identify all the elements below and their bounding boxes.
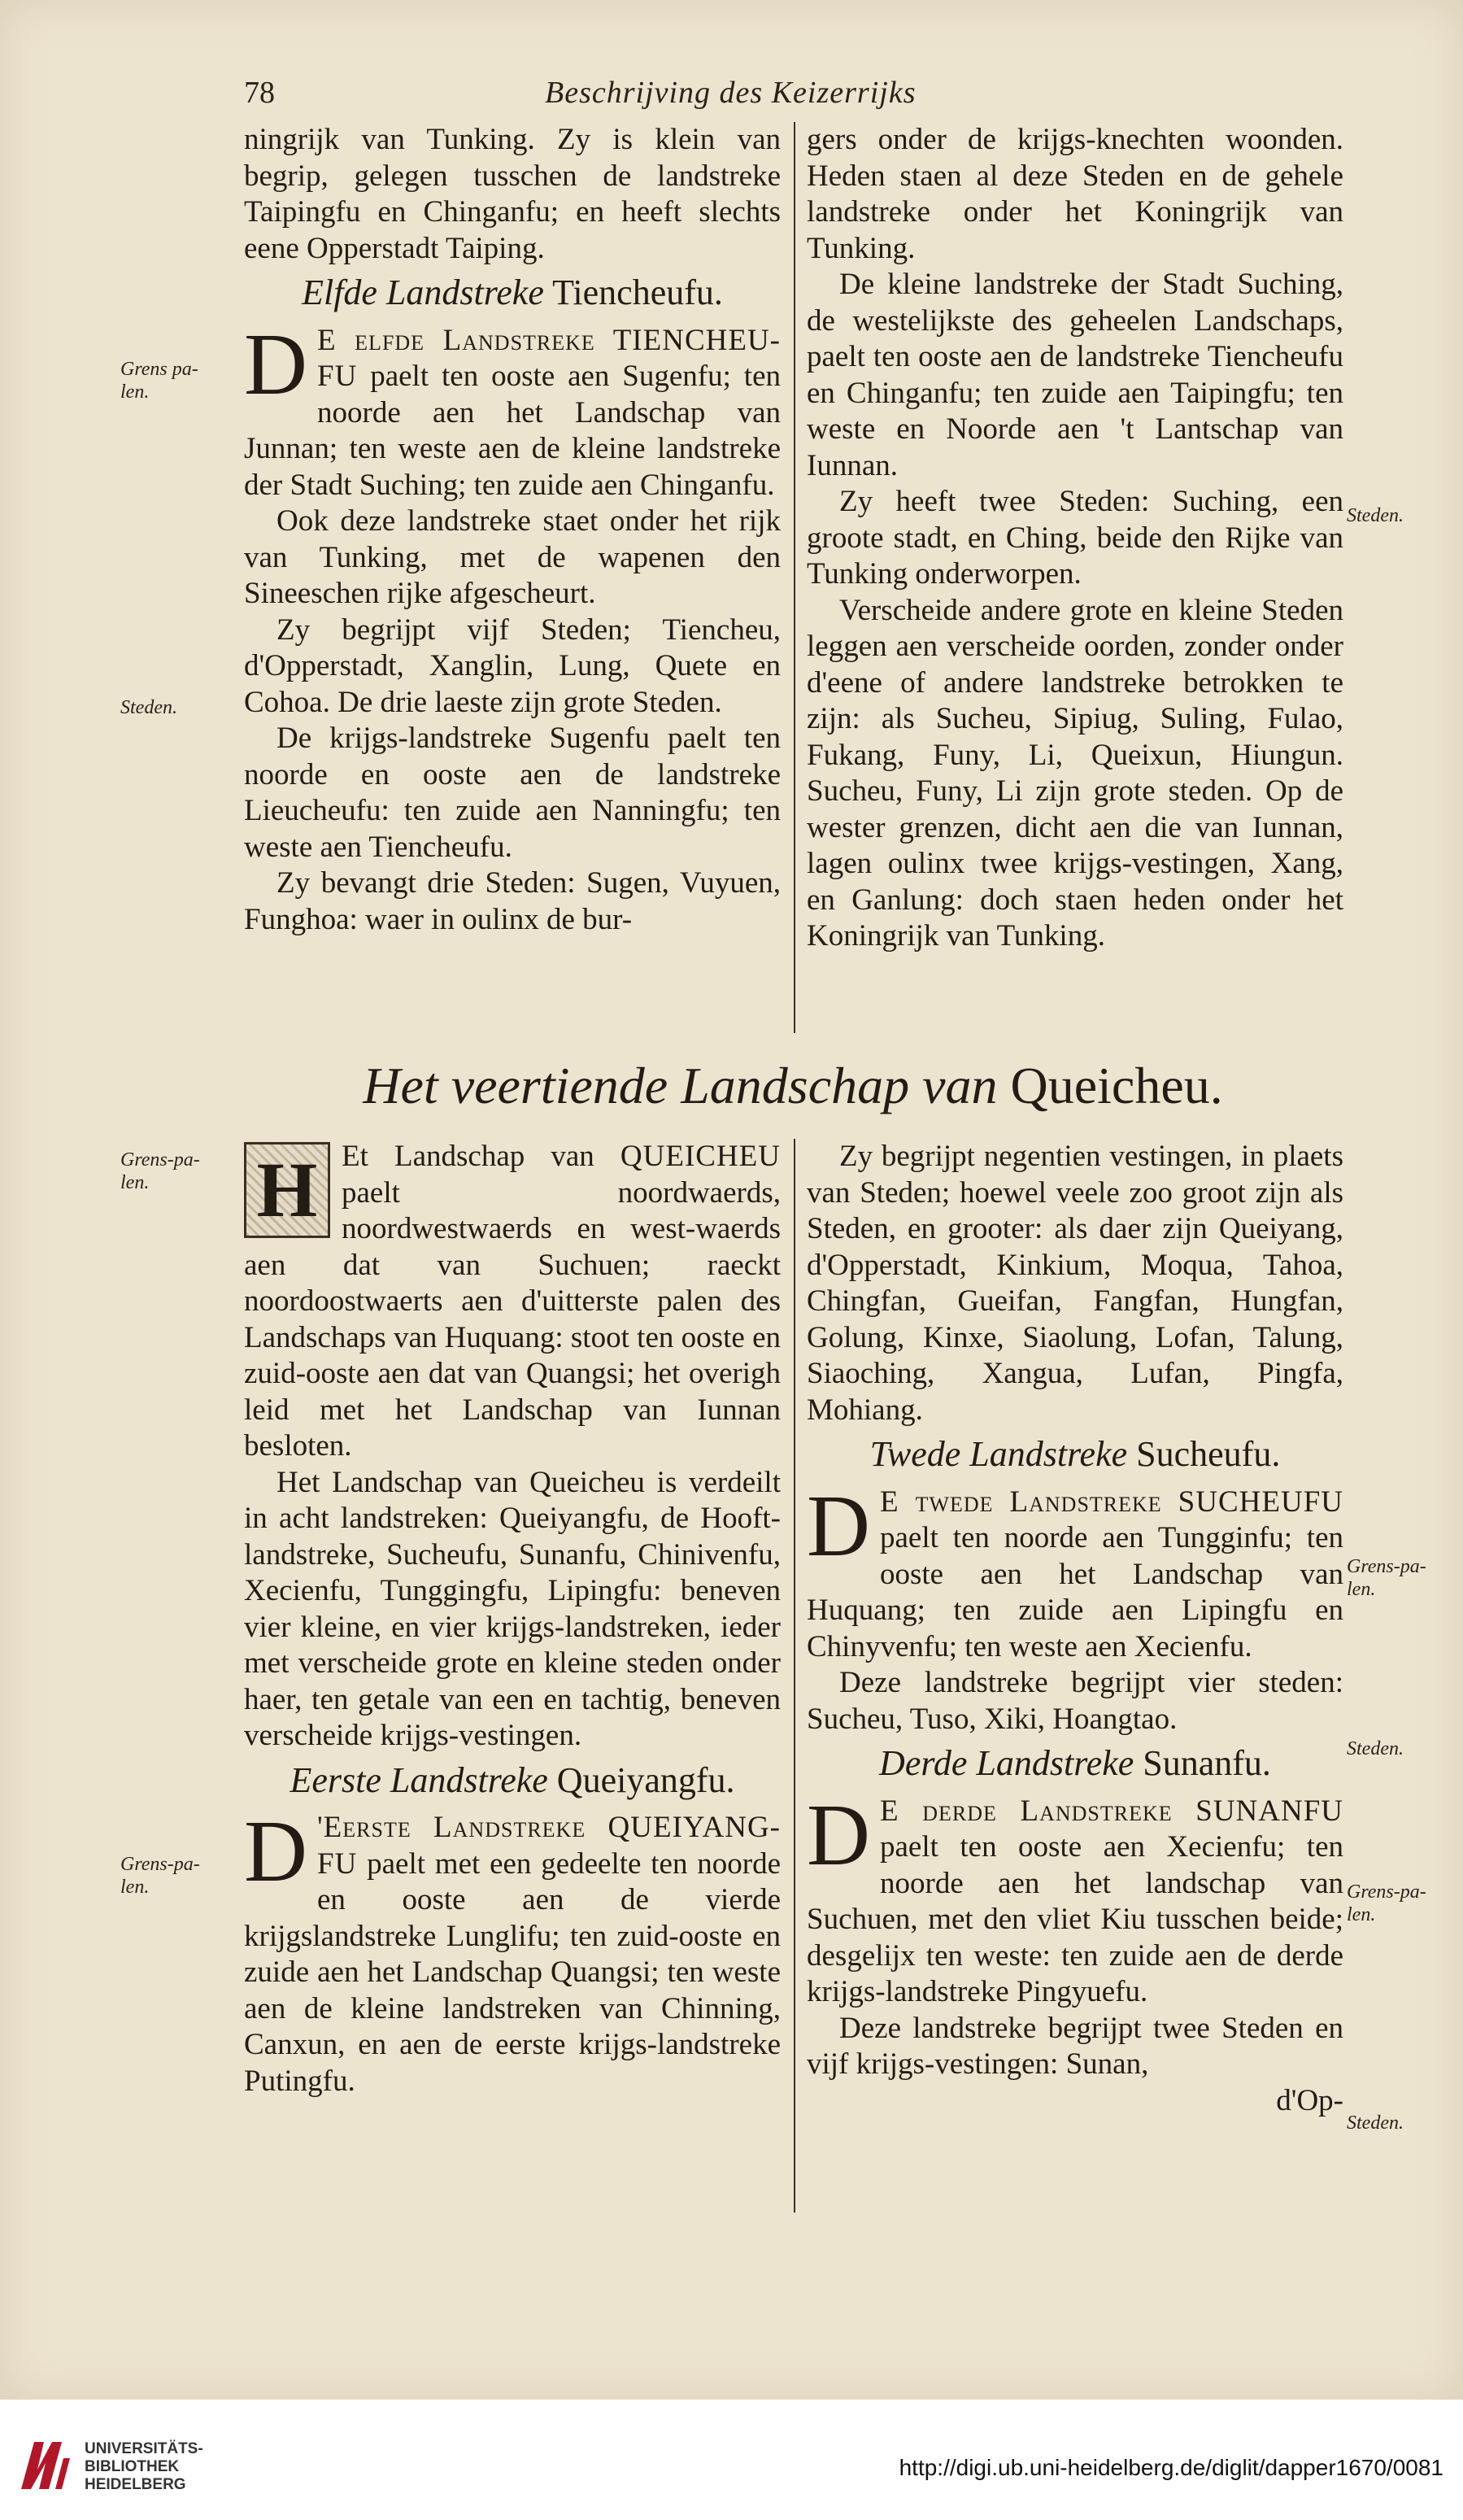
source-url-link[interactable]: http://digi.ub.uni-heidelberg.de/diglit/dapper1670/0081: [899, 2455, 1443, 2480]
section-heading: [807, 1743, 1343, 1783]
paragraph: [244, 316, 781, 504]
paragraph-lead: Et Landschap van: [342, 1140, 594, 1173]
paragraph: Zy begrijpt negentien vestingen, in plaets van Steden; hoewel veele zoo groot zijn als Steden, en grooter: als daer zijn Queiyang, d'Opperstadt, Kinkium, Moqua, Tahoa, Chingfan, Gueifan, Fangfan, Hungfan, Golung, Kinxe, Siaolung, Lofan, Talung, Siaoching, Xangua, Lufan, Pingfa, Mohiang.: [807, 1140, 1343, 1427]
heading-italic: Elfde Landstreke: [302, 272, 544, 312]
paragraph: [244, 1139, 781, 1465]
paragraph: Zy heeft twee Steden: Suching, een groote stadt, en Ching, beide den Rijke van Tunking onderworpen.: [807, 485, 1343, 591]
drop-cap: D: [244, 1803, 307, 1900]
catchword: d'Op-: [1276, 2083, 1343, 2117]
heading-italic: Twede Landstreke: [869, 1434, 1128, 1474]
heading-name: Sucheufu.: [1136, 1434, 1281, 1474]
library-name-line: UNIVERSITÄTS-: [85, 2440, 203, 2457]
heading-italic: Derde Landstreke: [879, 1743, 1134, 1783]
paragraph-text: paelt ten noorde aen Tungginfu; ten ooste aen het Landschap van Huquang; ten zuide aen Lipingfu en Chinyvenfu; ten weste aen Xecienfu.: [807, 1521, 1343, 1663]
margin-note: Grens-pa-len.: [1347, 1556, 1426, 1600]
margin-note: Steden.: [1347, 1738, 1404, 1759]
footer: [0, 2400, 1463, 2520]
library-name-line: BIBLIOTHEK: [85, 2458, 180, 2475]
paragraph: Het Landschap van Queicheu is verdeilt in acht landstreken: Queiyangfu, de Hooft-landstreke, Sucheufu, Sunanfu, Chinivenfu, Xecienfu, Tunggingfu, Lipingfu: beneven vier kleine, en vier krijgs-landstreken, ieder met verscheide grote en kleine steden onder haer, ten getale van een en tachtig, beneven verscheide krijgs-vestingen.: [244, 1465, 781, 1752]
paragraph: Verscheide andere grote en kleine Steden leggen aen verscheide oorden, zonder onder d'eene of andere landstreke betrokken te zijn: als Sucheu, Sipiug, Suling, Fulao, Fukang, Funy, Li, Queixun, Hiungun. Sucheu, Funy, Li zijn grote steden. Op de wester grenzen, dicht aen die van Iunnan, lagen oulinx twee krijgs-vestingen, Xang, en Ganlung: doch staen heden onder het Koningrijk van Tunking.: [807, 593, 1343, 953]
caps-lead: E elfde Landstreke TIENCHEU-FU: [317, 323, 781, 393]
column-divider: [794, 1139, 795, 2213]
heading-name: Sunanfu.: [1143, 1743, 1271, 1783]
caps-name: QUEICHEU: [620, 1140, 781, 1173]
running-head: [244, 75, 1342, 124]
paragraph: De kleine landstreke der Stadt Suching, de westelijkste des geheelen Landschaps, paelt ten ooste aen de landstreke Tiencheufu en Chinganfu; ten zuide aen Taipingfu; ten weste en Noorde aen 't Lantschap van Iunnan.: [807, 268, 1343, 482]
paragraph: Deze landstreke begrijpt twee Steden en vijf krijgs-vestingen: Sunan,: [807, 2011, 1343, 2081]
paragraph: Zy bevangt drie Steden: Sugen, Vuyuen, Funghoa: waer in oulinx de bur-: [244, 866, 781, 936]
heading-name: Queiyangfu.: [556, 1759, 735, 1800]
drop-cap: D: [244, 316, 307, 413]
margin-note: Grens pa-len.: [120, 359, 198, 403]
lower-right-column: [807, 1139, 1343, 2119]
column-divider: [794, 122, 795, 1033]
chapter-title-italic: Het veertiende Landschap van: [363, 1057, 998, 1114]
drop-cap: D: [807, 1786, 870, 1884]
library-name: [85, 2440, 203, 2494]
paragraph: Ook deze landstreke staet onder het rijk van Tunking, met de wapenen den Sineeschen rijke afgescheurt.: [244, 504, 781, 610]
paragraph: [807, 1786, 1343, 2011]
ornamental-initial: H: [244, 1142, 330, 1238]
chapter-title-name: Queicheu.: [1010, 1057, 1223, 1114]
lower-left-column: [244, 1139, 781, 2099]
heading-name: Tiencheufu.: [552, 272, 723, 312]
paragraph: Zy begrijpt vijf Steden; Tiencheu, d'Opperstadt, Xanglin, Lung, Quete en Cohoa. De drie laeste zijn grote Steden.: [244, 613, 781, 719]
paragraph: Deze landstreke begrijpt vier steden: Sucheu, Tuso, Xiki, Hoangtao.: [807, 1666, 1343, 1736]
paragraph: [807, 1477, 1343, 1666]
chapter-title: [244, 1056, 1342, 1116]
upper-right-column: [807, 122, 1343, 955]
heading-italic: Eerste Landstreke: [290, 1759, 548, 1800]
margin-note: Grens-pa-len.: [120, 1149, 200, 1193]
section-heading: [807, 1434, 1343, 1474]
page-number: 78: [244, 76, 275, 110]
section-heading: [244, 1759, 781, 1800]
caps-lead: E twede Landstreke SUCHEUFU: [880, 1485, 1343, 1519]
caps-lead: 'Eerste Landstreke QUEIYANG-FU: [317, 1811, 781, 1881]
paragraph-text: paelt ten ooste aen Xecienfu; ten noorde aen het landschap van Suchuen, met den vliet Kiu tusschen beide; desgelijx ten weste: ten zuide aen de derde krijgs-landstreke Pingyuefu.: [807, 1830, 1343, 2008]
margin-note: Steden.: [120, 697, 177, 718]
paragraph-text: paelt ten ooste aen Sugenfu; ten noorde aen het Landschap van Junnan; ten weste aen de kleine landstreke der Stadt Suching; ten zuide aen Chinganfu.: [244, 360, 781, 502]
margin-note: Steden.: [1347, 505, 1404, 526]
margin-note: Steden.: [1347, 2112, 1404, 2134]
margin-note: Grens-pa-len.: [1347, 1881, 1426, 1925]
caps-lead: E derde Landstreke SUNANFU: [880, 1794, 1343, 1828]
section-heading: [244, 272, 781, 312]
library-name-line: HEIDELBERG: [85, 2476, 186, 2493]
running-title: Beschrijving des Keizerrijks: [545, 76, 917, 110]
upper-left-column: [244, 122, 781, 938]
paragraph: gers onder de krijgs-knechten woonden. Heden staen al deze Steden en de gehele landstreke onder het Koningrijk van Tunking.: [807, 123, 1343, 265]
paragraph: De krijgs-landstreke Sugenfu paelt ten noorde en ooste aen de landstreke Lieucheufu: ten zuide aen Nanningfu; ten weste aen Tiencheufu.: [244, 722, 781, 864]
paragraph: ningrijk van Tunking. Zy is klein van begrip, gelegen tusschen de landstreke Taipingfu en Chinganfu; en heeft slechts eene Opperstadt Taiping.: [244, 123, 781, 265]
margin-note: Grens-pa-len.: [120, 1854, 200, 1898]
paragraph-text: paelt noordwaerds, noordwestwaerds en west-waerds aen dat van Suchuen; raeckt noordoostwaerts aen d'uitterste palen des Landschaps van Huquang: stoot ten ooste en zuid-ooste aen dat van Quangsi; het overigh leid met het Landschap van Iunnan besloten.: [244, 1175, 781, 1463]
paragraph-text: paelt met een gedeelte ten noorde en ooste aen de vierde krijgslandstreke Lunglifu; ten zuid-ooste en zuide aen het Landschap Quangsi; ten weste aen de kleine landstreken van Chinning, Canxun, en aen de eerste krijgs-landstreke Putingfu.: [244, 1846, 781, 2098]
paragraph: [244, 1803, 781, 2099]
heidelberg-library-logo-icon: [16, 2437, 73, 2494]
drop-cap: D: [807, 1477, 870, 1575]
